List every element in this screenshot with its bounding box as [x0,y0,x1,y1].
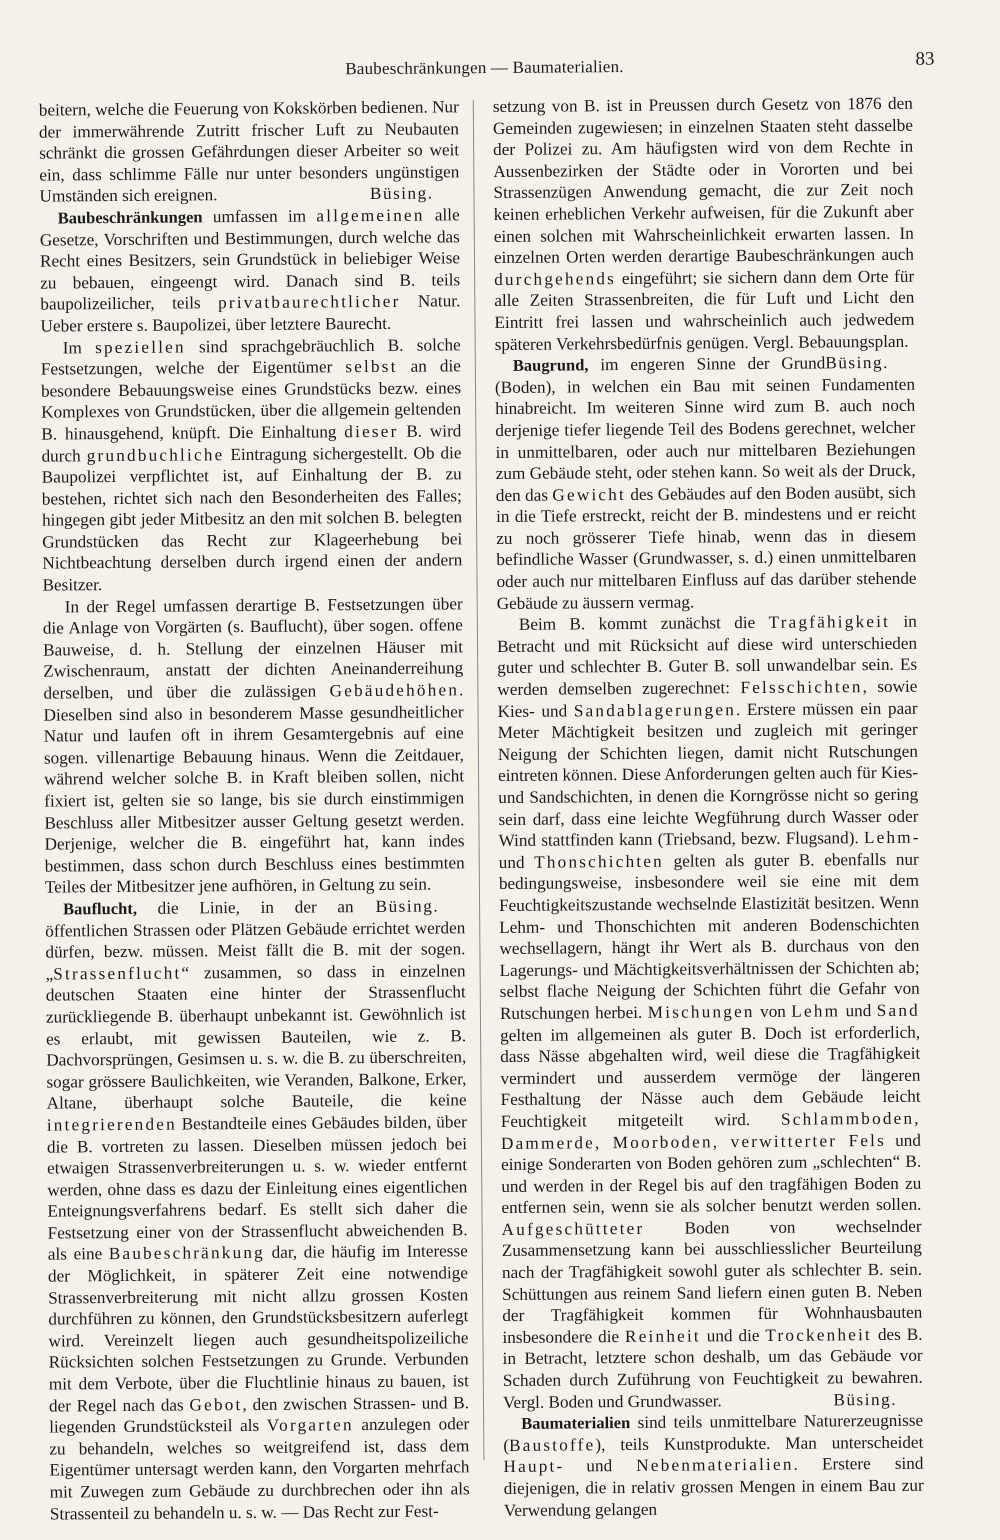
page-number: 83 [915,48,935,70]
entry-headword: Bauflucht, [63,898,137,919]
entry-baubeschraenkungen [40,204,461,337]
text-run: Bestandteile eines Gebäudes bilden, über die B. vortreten zu lassen. Dieselben müssen jedoch bei etwaigen Strassenverbreiterungen u. s. w. wieder entfernt werden, ohne dass es dazu der Einleitung eines eigentlichen Enteignungsverfahrens bedarf. Es stellt sich daher die Festsetzung einer von der Strassenflucht abweichenden B. als eine [46,1112,468,1265]
paragraph-text: beitern, welche die Feuerung von Kokskörben bedienen. Nur der immerwährende Zutritt frischer Luft zu Neubauten schränkt die grossen Gefährdungen dieser Arbeiter so weit ein, dass schlimme Fälle nur unter besonders ungünstigen Umständen sich ereignen. [38,97,460,206]
spaced-term: speziellen [94,336,186,357]
text-run: . Erstere sind diejenigen, die in relativ grossen Mengen in einem Bau zur Verwendung gelangen [503,1454,924,1520]
text-run: und die [700,1325,766,1346]
running-title: Baubeschränkungen — Baumaterialien. [345,57,624,79]
spaced-term: allgemeinen [316,205,425,226]
text-run: anzulegen oder zu behandeln, welches so weitgreifend ist, dass dem Eigentümer untersagt werden kann, den Vorgarten mehrfach mit Zuwegen zum Gebäude zu durchbrechen oder ihn als Strassenteil zu behandeln u. s. w. — Das Recht zur Fest- [49,1414,470,1524]
text-run: eingeführt; sie sichern dann dem Orte für alle Zeiten Strassenbreiten, die für Luft und Licht den Eintritt frei lassen und wahrscheinlich auch jedwedem späteren Verkehrsbedürfnis genügen. Vergl. Bebauungsplan. [494,266,915,354]
text-run: “ zusammen, so dass in einzelnen deutschen Staaten eine hinter der Strassenflucht zurückliegende B. überhaupt unbekannt ist. Gewöhnlich ist es erlaubt, mit gewissen Bauteilen, wie z. B. Dachvorsprüngen, Gesimsen u. s. w. die B. zu überschreiten, sogar grössere Baulichkeiten, wie Veranden, Balkone, Erker, Altane, überhaupt solche Bauteile, die keine [45,961,467,1113]
spaced-term: Schlammboden, Dammerde, Moorboden, verwitterter Fels [500,1108,921,1153]
text-run: In der Regel umfassen derartige B. Festsetzungen über die Anlage von Vorgärten (s. Bauflucht), über sogen. offene Bauweise, d. h. Stellung der einzelnen Häuser mit Zwischenraum, anstatt der dichten Aneinanderreihung derselben, und über die zulässigen [42,593,464,703]
text-run: die Linie, in der an öffentlichen Strassen oder Plätzen Gebäude errichtet werden dürfen, bezw. müssen. Meist fällt die B. mit der sogen. „ [45,897,466,984]
spaced-term: selbst [345,356,398,377]
spaced-term: privatbaurechtlicher [217,292,401,313]
text-run: umfassen im [202,206,317,227]
spaced-term: integrierenden [46,1114,177,1135]
paragraph [41,334,463,596]
entry-bauflucht [45,895,470,1524]
spaced-term: Trockenheit [765,1324,873,1345]
entry-baumaterialien [503,1410,924,1521]
spaced-term: Tragfähigkeit [768,612,891,633]
text-run: . Dieselben sind also in besonderem Masse gesundheitlicher Natur und laufen oft in ihrem Gesamtergebnis auf eine sogen. villenartige Bebauung hinaus. Wenn die Zeitdauer, während welcher solche B. in Kraft bleiben sollen, nicht fixiert ist, gelten sie so lange, bis sie durch einstimmigen Beschluss aller Mitbesitzer ausser Geltung gesetzt werden. Derjenige, welcher die B. eingeführt hat, kann indes bestimmen, dass schon durch Beschluss eines bestimmten Teiles der Mitbesitzer jene aufhören, in Geltung zu sein. [43,680,465,897]
spaced-term: durchgehends [494,268,617,289]
spaced-term: Reinheit [624,1326,701,1346]
text-run: des B. in Betracht, letztere schon deshalb, um das Gebäude vor Schaden durch Zuführung von Feuchtigkeit zu bewahren. Vergl. Boden und Grundwasser. [502,1324,923,1412]
text-run: gelten im allgemeinen als guter B. Doch ist erforderlich, dass Nässe abgehalten wird, weil diese die Tragfähigkeit vermindert und ausserdem vermöge der längeren Festhaltung der Nässe auch dem Gebäude leicht Feuchtigkeit mitgeteilt wird. [500,1022,921,1131]
text-run: in Betracht und mit Rücksicht auf diese wird unterschieden guter und schlechter B. Guter B. soll unwandelbar sein. Es werden demselben zugerechnet: [496,611,918,700]
right-column [493,93,924,1521]
spaced-term: Strassenflucht [53,963,182,984]
text-run: dar, die häufig im Interesse der Möglichkeit, in späterer Zeit eine notwendige Strassenverbreiterung mit nicht allzu grossen Kosten durchführen zu können, den Grundstücksbesitzern auferlegt wird. Vereinzelt liegen auch gesundheitspolizeiliche Rücksichten solchen Festsetzungen zu Grunde. Verbunden mit dem Verbote, über die Fluchtlinie hinaus zu bauen, ist der Regel nach das [47,1241,469,1416]
text-run: ), teils Kunstprodukte. Man unterscheidet [595,1432,924,1455]
author-signature: Büsing. [833,1389,898,1410]
paragraph [42,593,465,916]
text-run: gelten als guter B. ebenfalls nur bedingungsweise, insbesondere weil sie eine mit dem Feuchtigkeitszustande wechselnde Elastizität besitzen. Wenn Lehm- und Thonschichten mit anderen Bodenschichten wechsellagern, hängt ihr Wert als B. durchaus von den Lagerungs- und Mächtigkeitsverhältnissen der Schichten ab; selbst flache Neigung der Schichten führt die Gefahr von Rutschungen herbei. [498,849,920,1023]
spaced-term: Thonschichten [534,851,665,872]
spaced-term: grundbuchliche [86,444,225,465]
text-run: Boden von wechselnder Zusammensetzung kann bei ausschliesslicher Beurteilung nach der Tragfähigkeit sowohl guter als schlechter B. sein. Schüttungen aus reinem Sand liefern einen guten B. Neben der Tragfähigkeit kommen für Wohnhausbauten insbesondere die [501,1216,923,1347]
text-run: alle Gesetze, Vorschriften und Bestimmungen, durch welche das Recht eines Besitzers, sein Grundstück in beliebiger Weise zu bebauen, eingeengt wird. Danach sind B. teils baupolizeilicher, teils [39,205,461,314]
text-run: Eintragung sichergestellt. Ob die Baupolizei verpflichtet ist, auf Einhaltung der B. zu bestehen, richtet sich nach den Besonderheiten des Falles; hingegen gibt jeder Mitbesitz an den mit solchen B. belegten Grundstücken das Recht zur Klageerhebung bei Nichtbeachtung derselben durch irgend einen der andern Besitzer. [41,442,463,595]
entry-headword: Baubeschränkungen [57,207,203,228]
spaced-term: Sand [876,1000,920,1020]
text-run: und einige Sonderarten von Boden gehören zum „schlechten“ B. und werden in der Regel bis auf den tragfähigen Boden zu entfernen sein, wenn sie als solcher benutzt werden sollen. [501,1130,922,1218]
spaced-term: Gewicht [552,484,627,505]
author-signature: Büsing. [825,353,889,373]
text-run: von [754,1001,792,1021]
text-run: Natur. Ueber erstere s. Baupolizei, über letztere Baurecht. [40,291,461,336]
spaced-term: Felsschichten [740,677,863,698]
spaced-term: Mischungen [647,1001,755,1022]
spaced-term: dieser [344,421,399,442]
text-run: - und [498,827,919,872]
text-run: sind teils unmittelbare Naturerzeugnisse ( [503,1410,924,1455]
spaced-term: Haupt [503,1456,557,1477]
text-run: sind sprachgebräuchlich B. solche Festsetzungen, welche der Eigentümer [40,334,461,379]
text-run: setzung von B. ist in Preussen durch Gesetz von 1876 den Gemeinden zugewiesen; in einzelnen Staaten steht dasselbe der Polizei zu. Am häufigsten wird von dem Rechte in Aussenbezirken der Städte oder in Vororten und bei Strassenzügen Anwendung gemacht, die zur Zeit noch keinen erheblichen Verkehr aufweisen, für die Zukunft aber einen solchen mit Wahrscheinlichkeit erwarten lassen. In einzelnen Orten werden derartige Baubeschränkungen auch [492,93,915,268]
text-run: Im [62,337,96,357]
column-divider [473,100,485,1460]
running-header [34,49,934,86]
text-run: B. wird durch [41,421,462,466]
entry-headword: Baumaterialien [521,1413,631,1434]
spaced-term: Lehm [863,827,913,848]
spaced-term: Aufgeschütteter [501,1218,645,1239]
spaced-term: Lehm [791,1001,841,1021]
spaced-term: Nebenmaterialien [636,1455,794,1476]
text-run: . Erstere müssen ein paar Meter Mächtigkeit besitzen und zugleich mit geringer Neigung der Schichten liegen, damit nicht Rutschungen eintreten können. Diese Anforderungen gelten auch für Kies- und Sandschichten, in denen die Korngrösse nicht so gering sein darf, dass eine leichte Wegführung durch Wasser oder Wind stattfinden kann (Triebsand, bezw. Flugsand). [497,698,919,851]
paragraph [497,611,923,1413]
spaced-term: Baubeschränkung [108,1243,266,1264]
spaced-term: Sandablagerungen [573,699,737,721]
spaced-term: Gebäudehöhen [329,680,460,701]
entry-baugrund [495,352,917,614]
left-column [39,96,470,1524]
text-run: Beim B. kommt zunächst die [518,613,769,635]
author-signature: Büsing. [369,183,434,204]
author-signature: Büsing. [375,896,440,916]
text-run: , den zwischen Strassen- und B. liegenden Grundstücksteil als [49,1392,470,1437]
spaced-term: Baustoffe [508,1435,596,1455]
text-run: und [840,1000,877,1021]
text-run: - und [556,1456,637,1476]
text-run: , sowie Kies- und [497,676,918,721]
paragraph [39,96,460,207]
entry-headword: Baugrund, [512,355,589,376]
text-run: im engeren Sinne der Grund (Boden), in welchen ein Bau mit seinen Fundamenten hinabreicht. Im weiteren Sinne wird zum B. auch noch derjenige tiefer liegende Teil des Bodens gerechnet, welcher in unmittelbaren, oder auch nur mittelbaren Beziehungen zum Gebäude steht, oder stehen kann. So weit als der Druck, den das [494,353,916,505]
text-run: des Gebäudes auf den Boden ausübt, sich in die Tiefe erstreckt, reicht der B. mindestens und er reicht zu noch grösserer Tiefe hinab, wenn das in diesem befindliche Wasser (Grundwasser, s. d.) einen unmittelbaren oder auch nur mittelbaren Einfluss auf das darüber stehende Gebäude zu äussern vermag. [495,482,917,613]
spaced-term: Gebot [189,1394,243,1415]
text-run: an die besondere Bebauungsweise eines Grundstücks bezw. eines Komplexes von Grundstücken, über die allgemein geltenden B. hinausgehend, knüpft. Die Einhaltung [40,356,462,444]
spaced-term: Vorgarten [266,1415,354,1436]
